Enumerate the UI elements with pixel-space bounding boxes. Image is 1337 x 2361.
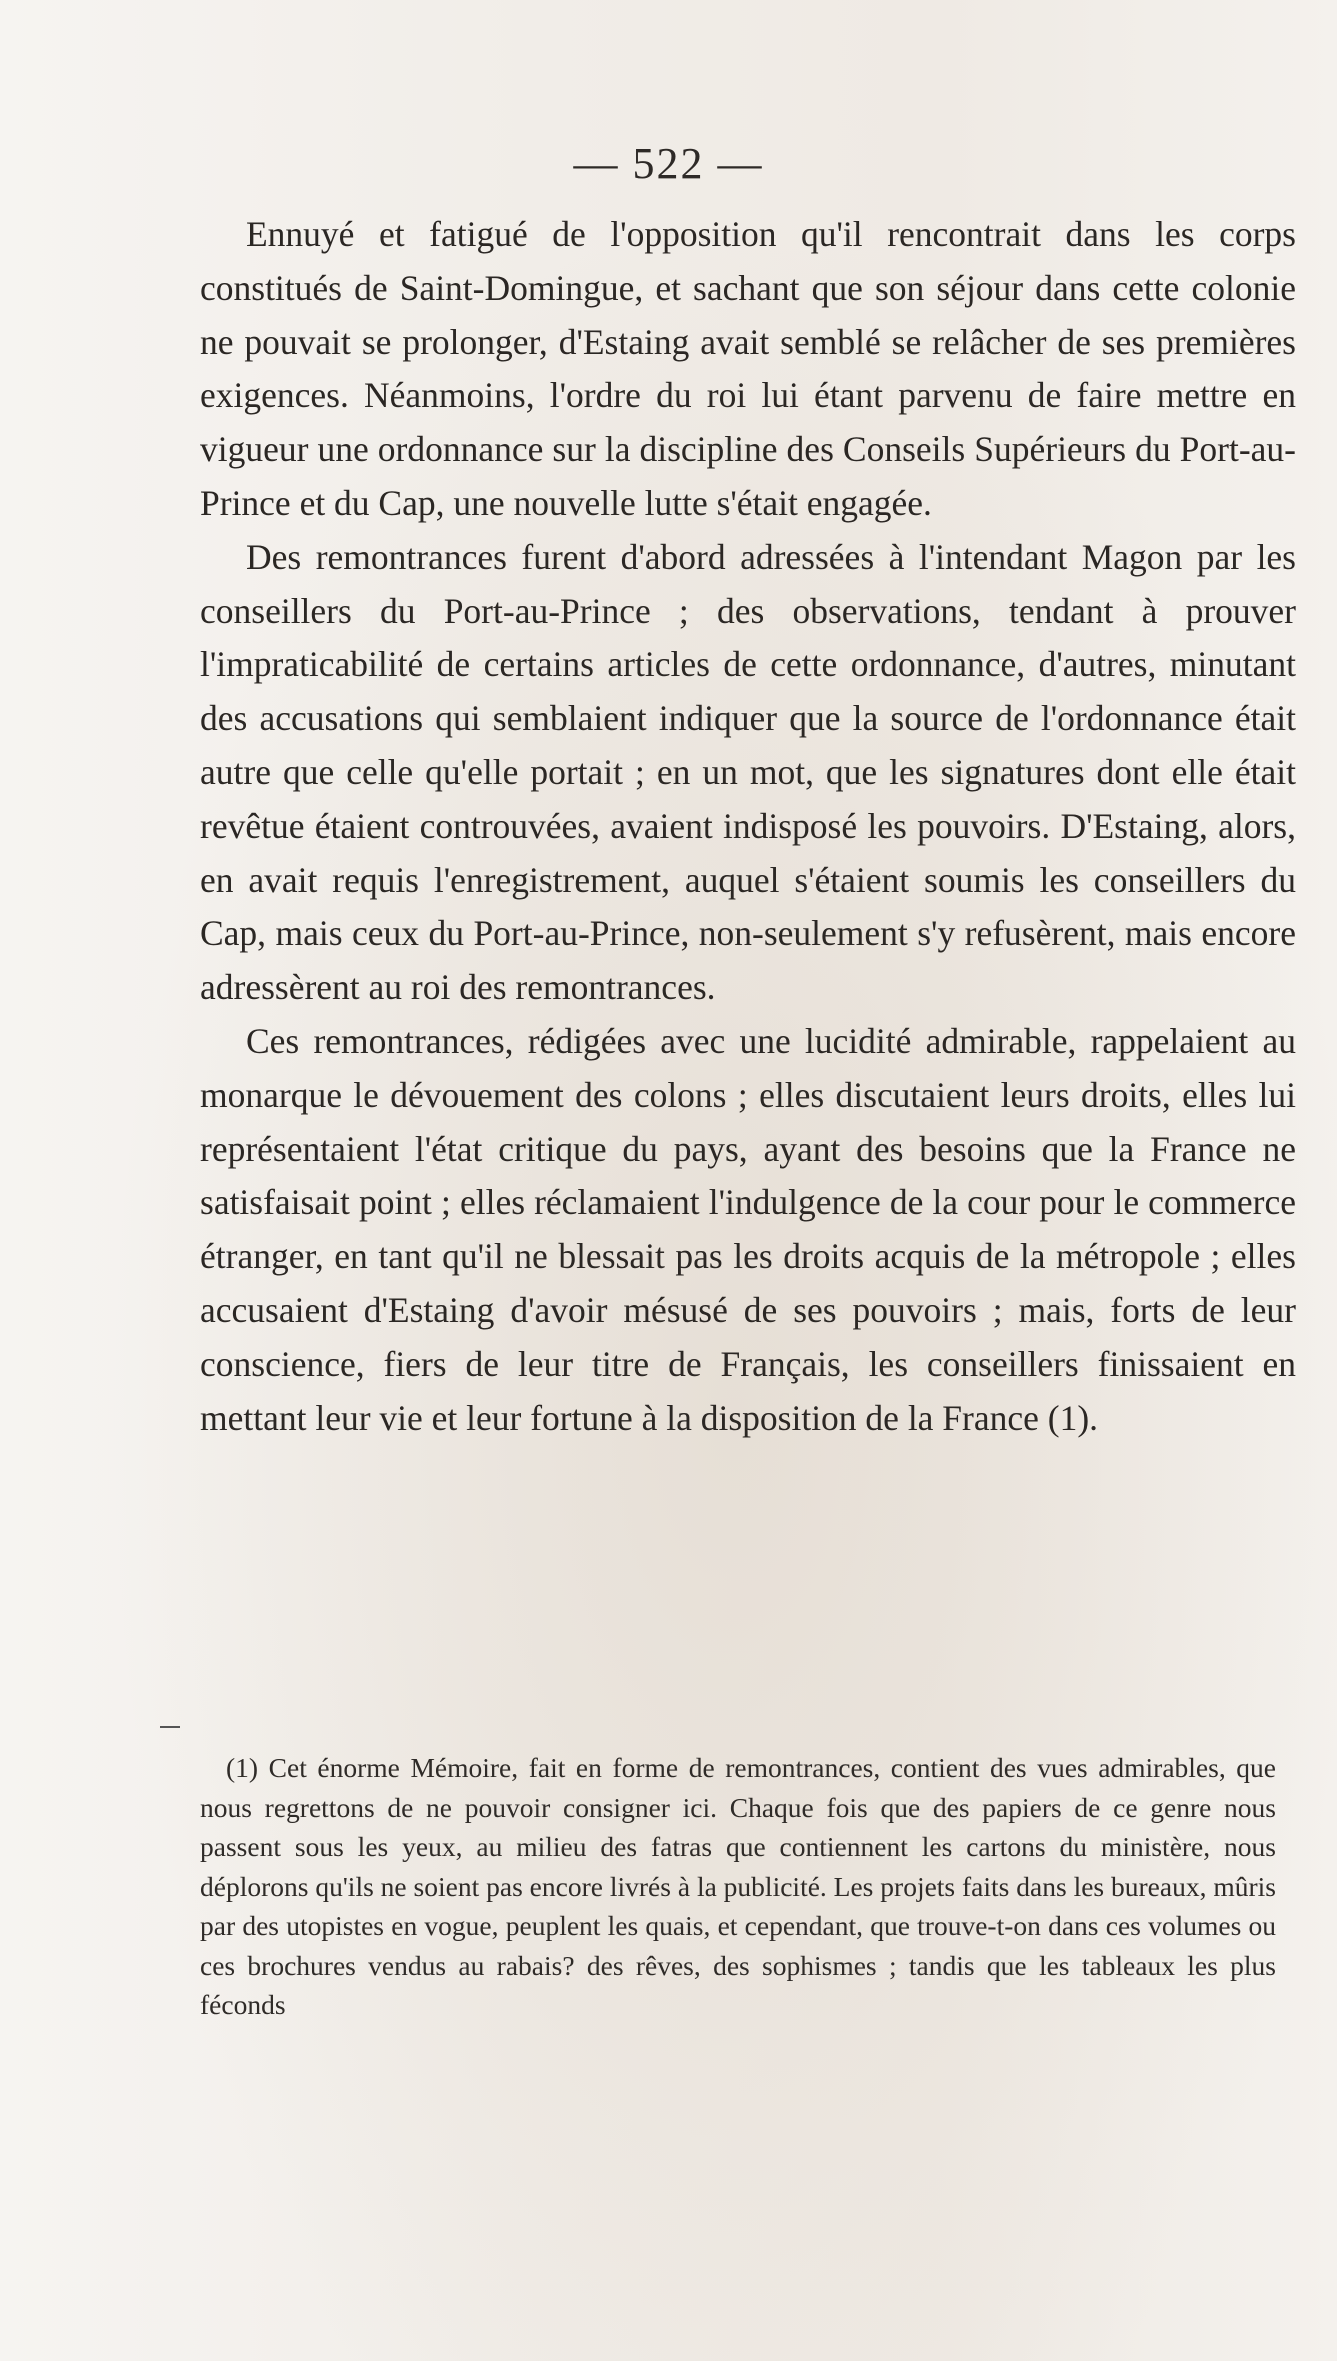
paragraph-3: Ces remontrances, rédigées avec une lucidité admirable, rappelaient au monarque le dévouement des colons ; elles discutaient leurs droits, elles lui représentaient l'état critique du pays, ayant des besoins que la France ne satisfaisait point ; elles réclamaient l'indulgence de la cour pour le commerce étranger, en tant qu'il ne blessait pas les droits acquis de la métropole ; elles accusaient d'Estaing d'avoir mésusé de ses pouvoirs ; mais, forts de leur conscience, fiers de leur titre de Français, les conseillers finissaient en mettant leur vie et leur fortune à la disposition de la France (1). — [200, 1020, 1296, 1438]
margin-dash — [160, 1726, 180, 1728]
footnote: (1) Cet énorme Mémoire, fait en forme de remontrances, contient des vues admirables, que nous regrettons de ne pouvoir consigner ici. Chaque fois que des papiers de ce genre nous passent sous les yeux, au milieu des fatras que contiennent les cartons du ministère, nous déplorons qu'ils ne soient pas encore livrés à la publicité. Les projets faits dans les bureaux, mûris par des utopistes en vogue, peuplent les quais, et cependant, que trouve-t-on dans ces volumes ou ces brochures vendus au rabais? des rêves, des sophismes ; tandis que les tableaux les plus féconds — [200, 1752, 1276, 2020]
paragraph-2: Des remontrances furent d'abord adressées à l'intendant Magon par les conseillers du Port-au-Prince ; des observations, tendant à prouver l'impraticabilité de certains articles de cette ordonnance, d'autres, minutant des accusations qui semblaient indiquer que la source de l'ordonnance était autre que celle qu'elle portait ; en un mot, que les signatures dont elle était revêtue étaient controuvées, avaient indisposé les pouvoirs. D'Estaing, alors, en avait requis l'enregistrement, auquel s'étaient soumis les conseillers du Cap, mais ceux du Port-au-Prince, non-seulement s'y refusèrent, mais encore adressèrent au roi des remontrances. — [200, 536, 1296, 1008]
paragraph-1: Ennuyé et fatigué de l'opposition qu'il rencontrait dans les corps constitués de Saint-Domingue, et sachant que son séjour dans cette colonie ne pouvait se prolonger, d'Estaing avait semblé se relâcher de ses premières exigences. Néanmoins, l'ordre du roi lui étant parvenu de faire mettre en vigueur une ordonnance sur la discipline des Conseils Supérieurs du Port-au-Prince et du Cap, une nouvelle lutte s'était engagée. — [200, 214, 1296, 523]
page-number: — 522 — — [573, 139, 764, 188]
main-text — [200, 208, 1296, 1445]
